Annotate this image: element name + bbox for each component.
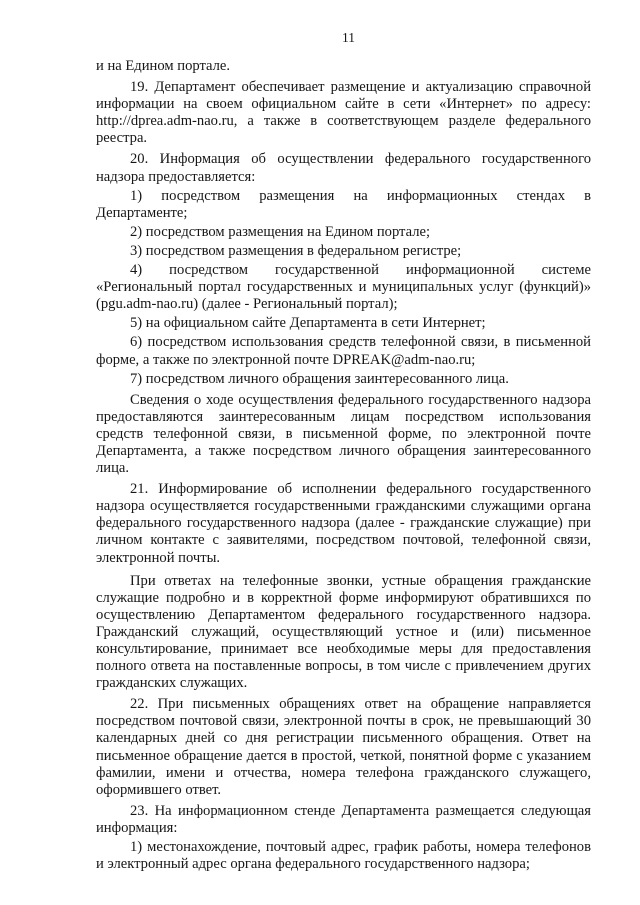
paragraph-phone-answers: При ответах на телефонные звонки, устные обращения гражданские служащие подробно и в корректной форме информируют обратившихся по осуществлению Департаментом федерального государственного надзора. Гражданский служащий, осуществляющий устное и (или) письменное консультирование, принимает все необходимые меры для предоставления полного ответа на поставленные вопросы, в том числе с привлечением других гражданских служащих. bbox=[96, 572, 591, 692]
paragraph-19: 19. Департамент обеспечивает размещение и актуализацию справочной информации на своем официальном сайте в сети «Интернет» по адресу: http://dprea.adm-nao.ru, а также в соответствующем разделе федерального реестра. bbox=[96, 79, 591, 147]
paragraph-21: 21. Информирование об исполнении федерального государственного надзора осуществляется государственными гражданскими служащими органа федерального государственного надзора (далее - гражданские служащие) при личном контакте с заявителями, посредством почтовой, телефонной связи, электронной почты. bbox=[96, 481, 591, 566]
list-item-20-5: 5) на официальном сайте Департамента в сети Интернет; bbox=[130, 315, 486, 332]
list-item-20-7: 7) посредством личного обращения заинтересованного лица. bbox=[130, 370, 509, 387]
paragraph-status-info: Сведения о ходе осуществления федерального государственного надзора предоставляются заинтересованным лицам посредством использования средств телефонной связи, в письменной форме, по электронной почте Департамента, а также посредством личного обращения заинтересованного лица. bbox=[96, 391, 591, 477]
list-item-20-2: 2) посредством размещения на Едином портале; bbox=[130, 223, 431, 240]
list-item-20-3: 3) посредством размещения в федеральном регистре; bbox=[130, 242, 462, 259]
document-page bbox=[96, 30, 591, 873]
paragraph-continuation: и на Едином портале. bbox=[96, 58, 231, 74]
list-item-23-1: 1) местонахождение, почтовый адрес, график работы, номера телефонов и электронный адрес органа федерального государственного надзора; bbox=[96, 839, 591, 873]
page-number: 11 bbox=[342, 30, 355, 45]
paragraph-20: 20. Информация об осуществлении федерального государственного надзора предоставляется: bbox=[96, 151, 591, 185]
list-item-20-1: 1) посредством размещения на информационных стендах в Департаменте; bbox=[96, 187, 591, 221]
paragraph-22: 22. При письменных обращениях ответ на обращение направляется посредством почтовой связи, электронной почты в срок, не превышающий 30 календарных дней со дня регистрации письменного обращения. Ответ на письменное обращение дается в простой, четкой, понятной форме с указанием фамилии, имени и отчества, номера телефона гражданского служащего, оформившего ответ. bbox=[96, 696, 591, 798]
list-item-20-6: 6) посредством использования средств телефонной связи, в письменной форме, а также по электронной почте DPREAK@adm-nao.ru; bbox=[96, 334, 591, 368]
paragraph-23: 23. На информационном стенде Департамента размещается следующая информация: bbox=[96, 802, 591, 836]
list-item-20-4: 4) посредством государственной информационной системе «Региональный портал государственных и муниципальных услуг (функций)» (pgu.adm-nao.ru) (далее - Региональный портал); bbox=[96, 262, 591, 313]
